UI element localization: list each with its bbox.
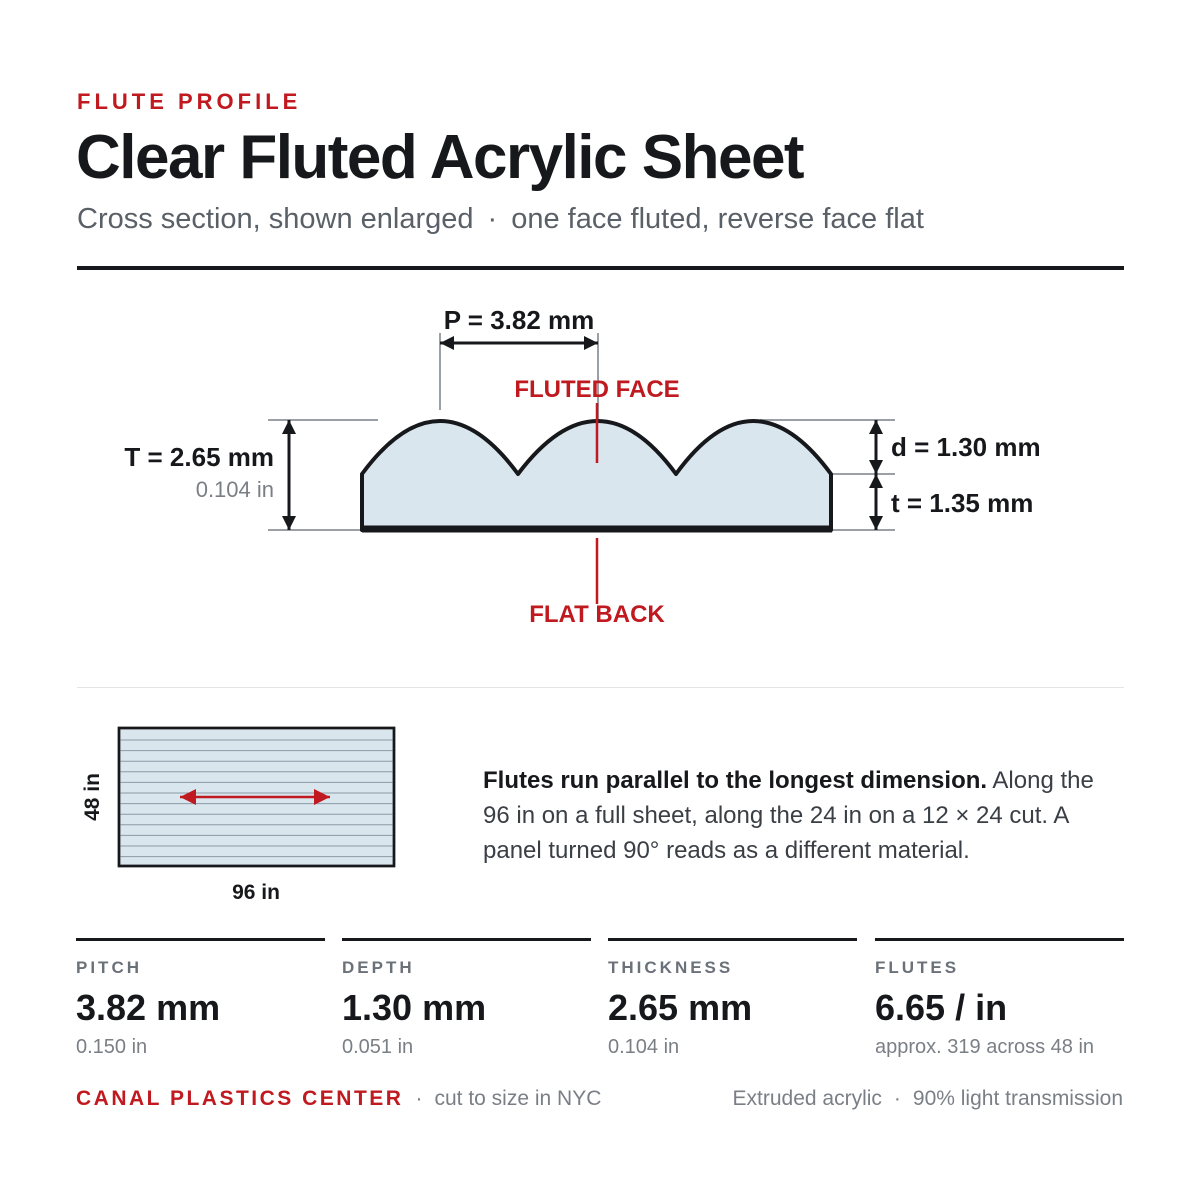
thickness-label: T = 2.65 mm [124,442,274,472]
brand-note: cut to size in NYC [434,1087,602,1110]
base-thickness-label: t = 1.35 mm [891,488,1034,518]
stat-label: DEPTH [342,958,415,977]
sheet-height-label: 48 in [81,773,104,821]
stat-sub: approx. 319 across 48 in [875,1036,1095,1058]
stat-label: PITCH [76,958,142,977]
footer-separator: · [893,1087,901,1110]
orientation-note-lead: Flutes run parallel to the longest dimension. [483,767,988,794]
spec-material: Extruded acrylic [732,1087,882,1110]
stat-label: FLUTES [875,958,960,977]
stat-sub: 0.104 in [608,1036,680,1058]
footer-separator: · [415,1087,423,1110]
subtitle-left: Cross section, shown enlarged [77,203,474,235]
stat-rule [342,938,591,941]
stat-rule [608,938,857,941]
sheet-width-label: 96 in [232,881,280,904]
orientation-note-body: Along the 96 in on a full sheet, along the 24 in on a 12 × 24 cut. A panel turned 90° reads as a different material. [483,767,1094,864]
stat-flutes [875,938,1124,1059]
pitch-label: P = 3.82 mm [443,305,595,335]
stat-value: 6.65 / in [875,987,1008,1028]
stat-thickness [608,938,857,1059]
stat-label: THICKNESS [608,958,734,977]
spec-transmission: 90% light transmission [912,1087,1123,1110]
section-divider [77,687,1124,688]
stat-value: 2.65 mm [608,987,753,1028]
page-title: Clear Fluted Acrylic Sheet [76,123,804,192]
footer-brand-block [76,1087,601,1111]
eyebrow-label: FLUTE PROFILE [77,89,302,114]
brand-name: CANAL PLASTICS CENTER [76,1087,404,1110]
stat-depth [342,938,591,1059]
stat-value: 1.30 mm [342,987,487,1028]
fluted-face-label: FLUTED FACE [514,376,680,403]
flat-back-label: FLAT BACK [529,601,665,628]
footer-spec-block [733,1087,1123,1111]
stat-rule [76,938,325,941]
thickness-sub-label: 0.104 in [195,477,274,502]
sheet-orientation-diagram [81,728,394,904]
orientation-note [483,763,1123,868]
stat-sub: 0.051 in [342,1036,414,1058]
stat-pitch [76,938,325,1059]
stat-sub: 0.150 in [76,1036,148,1058]
stat-value: 3.82 mm [76,987,221,1028]
subtitle-right: one face fluted, reverse face flat [511,203,924,235]
subtitle-separator: · [487,203,498,235]
depth-label: d = 1.30 mm [891,432,1041,462]
stat-rule [875,938,1124,941]
